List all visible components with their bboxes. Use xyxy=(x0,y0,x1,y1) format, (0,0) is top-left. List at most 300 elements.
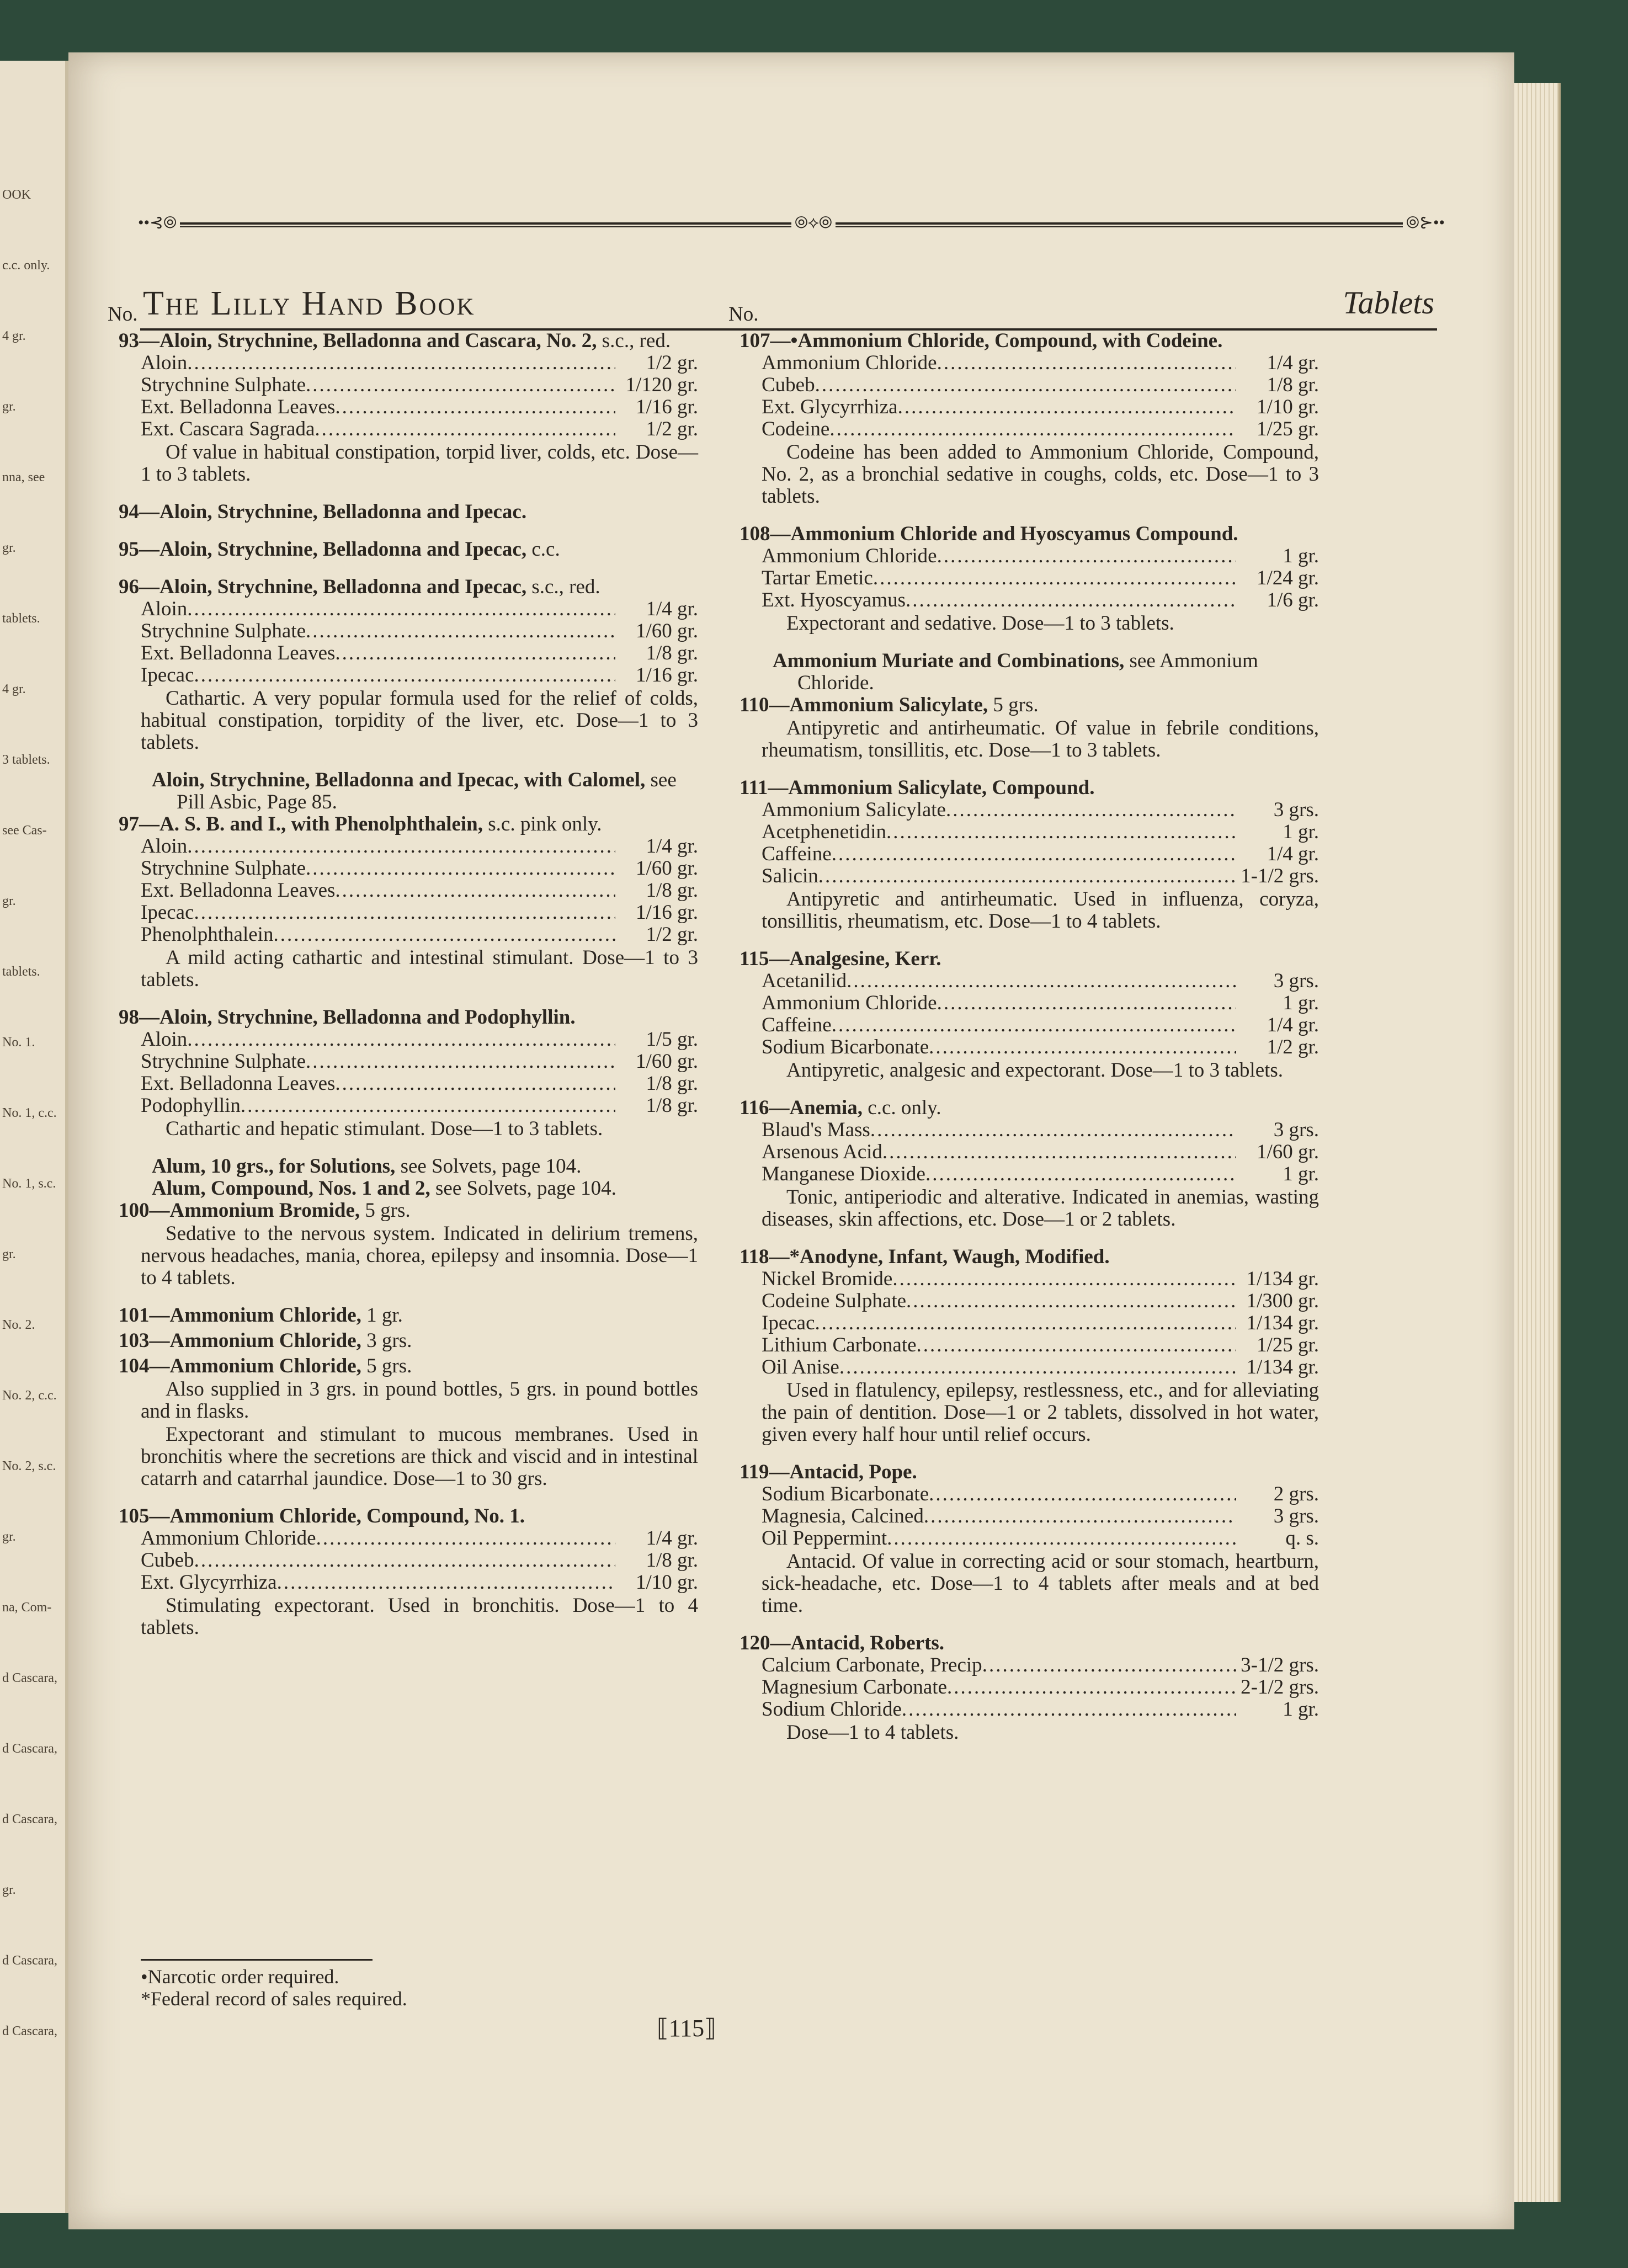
leader-dots xyxy=(829,418,1236,440)
ingredient-name: Codeine xyxy=(762,418,830,440)
ingredient-dose: 1/2 gr. xyxy=(1267,1036,1319,1058)
facing-page-fragment: d Cascara, xyxy=(2,2024,57,2038)
ingredient-name: Sodium Chloride xyxy=(762,1698,902,1721)
leader-dots xyxy=(832,843,1236,865)
ingredient-row xyxy=(108,1029,698,1051)
ingredient-dose: 1/120 gr. xyxy=(625,374,698,396)
ingredient-dose: 3 grs. xyxy=(1273,1505,1319,1527)
ingredient-dose: 3 grs. xyxy=(1273,798,1319,821)
page-edges xyxy=(1514,83,1561,2202)
ornament-left-icon: ••⊰⦾ xyxy=(135,215,180,231)
entry-note: 5 grs. xyxy=(993,694,1039,716)
cross-reference-target: see Solvets, page 104. xyxy=(435,1177,616,1200)
right-column xyxy=(728,304,1319,1759)
footnotes xyxy=(141,1966,407,2010)
leader-dots xyxy=(839,1356,1236,1378)
formula-entry xyxy=(108,330,698,486)
formula-entry xyxy=(728,777,1319,933)
ingredient-row xyxy=(728,1483,1319,1505)
facing-page-fragment: d Cascara, xyxy=(2,1812,57,1827)
ingredient-row xyxy=(728,1141,1319,1163)
entry-name: 118—*Anodyne, Infant, Waugh, Modified. xyxy=(739,1245,1110,1268)
ingredient-dose: 1/8 gr. xyxy=(646,1549,698,1572)
ingredient-row xyxy=(728,1312,1319,1334)
formula-entry xyxy=(108,1305,698,1327)
entry-title xyxy=(108,1355,698,1377)
ingredient-dose: 1/10 gr. xyxy=(635,1571,698,1594)
entry-title xyxy=(728,694,1319,716)
ingredient-dose: 1/24 gr. xyxy=(1256,567,1319,589)
ingredient-row xyxy=(728,1699,1319,1721)
ingredient-row xyxy=(728,1014,1319,1036)
ingredient-name: Aloin xyxy=(141,598,188,620)
ingredient-dose: 1/8 gr. xyxy=(646,642,698,664)
leader-dots xyxy=(937,545,1236,567)
leader-dots xyxy=(947,1676,1236,1699)
ingredient-name: Ext. Belladonna Leaves xyxy=(141,396,336,418)
facing-page-fragment: No. 1, s.c. xyxy=(2,1176,56,1191)
ingredient-dose: 1/16 gr. xyxy=(635,396,698,418)
ingredient-name: Ipecac xyxy=(141,664,194,686)
ingredient-name: Ext. Belladonna Leaves xyxy=(141,642,336,664)
facing-page-fragment: c.c. only. xyxy=(2,258,50,273)
facing-page-edge xyxy=(0,61,68,2213)
entry-name: 104—Ammonium Chloride, xyxy=(119,1355,361,1377)
formula-entry xyxy=(728,330,1319,508)
leader-dots xyxy=(194,1550,615,1572)
entry-name: 110—Ammonium Salicylate, xyxy=(739,694,988,716)
entry-title xyxy=(108,501,698,523)
entry-title xyxy=(728,1246,1319,1268)
ingredient-row xyxy=(108,924,698,946)
ingredient-dose: 1/2 gr. xyxy=(646,923,698,946)
leader-dots xyxy=(335,880,615,902)
ingredient-name: Blaud's Mass xyxy=(762,1119,870,1141)
cross-reference-term: Ammonium Muriate and Combinations, xyxy=(773,649,1125,672)
ingredient-row xyxy=(108,1572,698,1594)
ingredient-row xyxy=(728,1654,1319,1676)
ingredient-dose: 1/16 gr. xyxy=(635,664,698,686)
entry-note: 5 grs. xyxy=(365,1199,411,1222)
ingredient-dose: 1/134 gr. xyxy=(1246,1312,1319,1334)
facing-page-fragment: tablets. xyxy=(2,611,40,626)
ingredient-name: Caffeine xyxy=(762,843,832,865)
formula-entry xyxy=(108,501,698,523)
entry-description: Of value in habitual constipation, torpid liver, colds, etc. Dose—1 to 3 tablets. xyxy=(141,441,698,486)
ingredient-dose: 2 grs. xyxy=(1273,1483,1319,1505)
formula-entry xyxy=(108,1505,698,1639)
leader-dots xyxy=(815,1312,1236,1334)
entry-name: 120—Antacid, Roberts. xyxy=(739,1632,945,1654)
leader-dots xyxy=(929,1036,1236,1058)
entry-name: 93—Aloin, Strychnine, Belladonna and Cascara, No. 2, xyxy=(119,329,597,352)
entry-name: 98—Aloin, Strychnine, Belladonna and Podophyllin. xyxy=(119,1006,576,1029)
ingredient-row xyxy=(728,799,1319,821)
ingredient-dose: 1/8 gr. xyxy=(646,1094,698,1117)
formula-entry xyxy=(728,1461,1319,1617)
formula-entry xyxy=(728,694,1319,762)
ingredient-dose: 1/8 gr. xyxy=(646,879,698,902)
leader-dots xyxy=(925,1163,1236,1185)
entry-description: A mild acting cathartic and intestinal stimulant. Dose—1 to 3 tablets. xyxy=(141,946,698,991)
entry-title xyxy=(108,813,698,835)
ingredient-dose: 2-1/2 grs. xyxy=(1241,1676,1319,1699)
leader-dots xyxy=(194,902,615,924)
cross-reference-term: Alum, Compound, Nos. 1 and 2, xyxy=(152,1177,430,1200)
ingredient-name: Ext. Hyoscyamus xyxy=(762,589,906,611)
entry-note: 5 grs. xyxy=(366,1355,412,1377)
ingredient-name: Ext. Glycyrrhiza xyxy=(141,1571,277,1594)
leader-dots xyxy=(335,1073,615,1095)
leader-dots xyxy=(335,642,615,664)
ingredient-name: Ipecac xyxy=(141,901,194,924)
formula-entry xyxy=(728,948,1319,1082)
leader-dots xyxy=(818,865,1236,887)
formula-entry xyxy=(728,523,1319,635)
facing-page-fragment: No. 1, c.c. xyxy=(2,1106,57,1120)
ingredient-dose: 1 gr. xyxy=(1283,1163,1319,1185)
ingredient-dose: 1/10 gr. xyxy=(1256,396,1319,418)
entry-description: Cathartic. A very popular formula used for the relief of colds, habitual constipation, torpidity of the liver, etc. Dose—1 to 3 tablets. xyxy=(141,687,698,754)
leader-dots xyxy=(187,352,615,374)
leader-dots xyxy=(892,1268,1236,1290)
entry-name: 96—Aloin, Strychnine, Belladonna and Ipecac, xyxy=(119,576,527,598)
ingredient-name: Ipecac xyxy=(762,1312,815,1334)
ingredient-row xyxy=(108,664,698,686)
footnote-narcotic: •Narcotic order required. xyxy=(141,1966,339,1988)
ingredient-name: Ammonium Chloride xyxy=(762,352,937,374)
entry-description: Antacid. Of value in correcting acid or sour stomach, heartburn, sick-headache, etc. Dose—1 to 4 tablets after meals and at bed time. xyxy=(762,1550,1319,1617)
entry-title xyxy=(728,777,1319,799)
ingredient-name: Cubeb xyxy=(141,1549,194,1572)
entry-name: 94—Aloin, Strychnine, Belladonna and Ipecac. xyxy=(119,501,527,523)
ingredient-dose: 1/4 gr. xyxy=(646,835,698,858)
ingredient-dose: 1 gr. xyxy=(1283,821,1319,843)
ingredient-dose: 1/60 gr. xyxy=(635,1050,698,1073)
ingredient-name: Acetphenetidin xyxy=(762,821,887,843)
ingredient-dose: 1/2 gr. xyxy=(646,352,698,374)
cross-reference-term: Alum, 10 grs., for Solutions, xyxy=(152,1155,396,1178)
leader-dots xyxy=(917,1334,1236,1356)
ingredient-row xyxy=(728,567,1319,589)
left-entries xyxy=(108,330,698,1639)
ingredient-row xyxy=(728,589,1319,611)
ingredient-row xyxy=(728,1163,1319,1185)
entry-title xyxy=(108,1200,698,1222)
ingredient-row xyxy=(108,1095,698,1117)
ingredient-name: Caffeine xyxy=(762,1014,832,1036)
leader-dots xyxy=(906,589,1236,611)
ingredient-name: Nickel Bromide xyxy=(762,1268,893,1290)
entry-title xyxy=(108,1305,698,1327)
leader-dots xyxy=(306,620,615,642)
ingredient-name: Calcium Carbonate, Precip xyxy=(762,1654,982,1676)
leader-dots xyxy=(273,924,615,946)
formula-entry xyxy=(108,1330,698,1352)
ingredient-name: Ext. Glycyrrhiza xyxy=(762,396,898,418)
ingredient-name: Sodium Bicarbonate xyxy=(762,1036,929,1058)
leader-dots xyxy=(815,374,1236,396)
ingredient-dose: 1/6 gr. xyxy=(1267,589,1319,611)
leader-dots xyxy=(316,1527,615,1550)
ingredient-name: Magnesia, Calcined xyxy=(762,1505,924,1527)
formula-entry xyxy=(728,1246,1319,1446)
entry-note: c.c. xyxy=(531,538,560,561)
ingredient-name: Aloin xyxy=(141,835,188,858)
ingredient-name: Ammonium Chloride xyxy=(762,545,937,567)
entry-note: 1 gr. xyxy=(366,1304,403,1327)
facing-page-fragment: 3 tablets. xyxy=(2,753,50,767)
ingredient-name: Ammonium Chloride xyxy=(141,1527,316,1550)
leader-dots xyxy=(335,396,615,418)
entry-description: Antipyretic and antirheumatic. Used in influenza, coryza, tonsillitis, rheumatism, etc. Dose—1 to 4 tablets. xyxy=(762,888,1319,933)
ingredient-row xyxy=(728,1356,1319,1378)
leader-dots xyxy=(982,1654,1236,1676)
ingredient-dose: 1/2 gr. xyxy=(646,418,698,440)
facing-page-fragment: No. 2. xyxy=(2,1318,35,1332)
ingredient-row xyxy=(108,620,698,642)
entry-title xyxy=(108,539,698,561)
leader-dots xyxy=(847,970,1236,992)
ingredient-row xyxy=(108,352,698,374)
column-label: No. xyxy=(728,303,759,326)
ingredient-row xyxy=(108,1550,698,1572)
facing-page-fragment: see Cas- xyxy=(2,823,47,838)
ingredient-row xyxy=(108,396,698,418)
leader-dots xyxy=(906,1290,1236,1312)
ingredient-row xyxy=(108,598,698,620)
formula-entry xyxy=(108,1355,698,1490)
entry-description: Codeine has been added to Ammonium Chloride, Compound, No. 2, as a bronchial sedative in coughs, colds, etc. Dose—1 to 3 tablets. xyxy=(762,441,1319,508)
leader-dots xyxy=(306,858,615,880)
cross-reference xyxy=(108,1178,698,1200)
formula-entry xyxy=(728,1632,1319,1744)
entry-description: Also supplied in 3 grs. in pound bottles, 5 grs. in pound bottles and in flasks. xyxy=(141,1378,698,1423)
leader-dots xyxy=(873,567,1236,589)
ingredient-row xyxy=(728,1527,1319,1550)
ingredient-dose: 1/25 gr. xyxy=(1256,1334,1319,1356)
facing-page-fragment: 4 gr. xyxy=(2,329,26,343)
ingredient-row xyxy=(728,1334,1319,1356)
ingredient-name: Aloin xyxy=(141,352,188,374)
ingredient-name: Arsenous Acid xyxy=(762,1141,882,1163)
ingredient-row xyxy=(728,1268,1319,1290)
page-number: ⟦115⟧ xyxy=(657,2015,716,2042)
facing-page-fragment: tablets. xyxy=(2,965,40,979)
leader-dots xyxy=(886,821,1236,843)
ingredient-name: Sodium Bicarbonate xyxy=(762,1483,929,1505)
ingredient-name: Cubeb xyxy=(762,374,815,396)
running-head-section: Tablets xyxy=(1343,285,1434,321)
ingredient-dose: 1/60 gr. xyxy=(1256,1141,1319,1163)
formula-entry xyxy=(108,539,698,561)
cross-reference-term: Aloin, Strychnine, Belladonna and Ipecac, with Calomel, xyxy=(152,769,646,791)
entry-title xyxy=(108,330,698,352)
leader-dots xyxy=(187,1029,615,1051)
leader-dots xyxy=(832,1014,1236,1036)
facing-page-fragment: nna, see xyxy=(2,470,45,485)
ingredient-row xyxy=(108,858,698,880)
ingredient-name: Ext. Belladonna Leaves xyxy=(141,879,336,902)
ingredient-row xyxy=(108,1527,698,1550)
ingredient-name: Ammonium Salicylate xyxy=(762,798,946,821)
entry-name: 107—•Ammonium Chloride, Compound, with Codeine. xyxy=(739,329,1223,352)
leader-dots xyxy=(946,799,1236,821)
leader-dots xyxy=(187,598,615,620)
ingredient-dose: 1/60 gr. xyxy=(635,620,698,642)
right-entries xyxy=(728,330,1319,1744)
cross-reference-target: see Ammonium Chloride. xyxy=(797,649,1258,694)
ingredient-row xyxy=(728,1505,1319,1527)
entry-note: s.c., red. xyxy=(602,329,671,352)
ingredient-name: Acetanilid xyxy=(762,970,847,992)
formula-entry xyxy=(108,1200,698,1289)
ingredient-dose: 3 grs. xyxy=(1273,970,1319,992)
ingredient-dose: 1/134 gr. xyxy=(1246,1356,1319,1378)
ingredient-name: Strychnine Sulphate xyxy=(141,374,306,396)
ingredient-name: Aloin xyxy=(141,1028,188,1051)
leader-dots xyxy=(306,1051,615,1073)
ingredient-dose: 1/16 gr. xyxy=(635,901,698,924)
formula-entry xyxy=(108,1007,698,1140)
ingredient-row xyxy=(728,821,1319,843)
leader-dots xyxy=(882,1141,1236,1163)
ingredient-row xyxy=(728,1290,1319,1312)
entry-name: 97—A. S. B. and I., with Phenolphthalein, xyxy=(119,813,483,835)
ingredient-dose: 1/4 gr. xyxy=(646,1527,698,1550)
ingredient-name: Ammonium Chloride xyxy=(762,992,937,1014)
formula-entry xyxy=(728,1097,1319,1231)
entry-description: Stimulating expectorant. Used in bronchitis. Dose—1 to 4 tablets. xyxy=(141,1594,698,1639)
ingredient-dose: 1/4 gr. xyxy=(1267,1014,1319,1036)
ingredient-dose: 1/60 gr. xyxy=(635,857,698,880)
leader-dots xyxy=(277,1572,615,1594)
ingredient-row xyxy=(728,545,1319,567)
entry-name: 101—Ammonium Chloride, xyxy=(119,1304,361,1327)
leader-dots xyxy=(194,664,615,686)
ingredient-dose: 1/5 gr. xyxy=(646,1028,698,1051)
leader-dots xyxy=(887,1527,1236,1550)
leader-dots xyxy=(315,418,615,440)
ingredient-dose: 3 grs. xyxy=(1273,1119,1319,1141)
facing-page-fragment: gr. xyxy=(2,1247,16,1261)
ingredient-dose: 1/4 gr. xyxy=(1267,843,1319,865)
ingredient-name: Magnesium Carbonate xyxy=(762,1676,947,1699)
leader-dots xyxy=(898,396,1236,418)
formula-entry xyxy=(108,813,698,991)
leader-dots xyxy=(902,1699,1236,1721)
facing-page-fragment: d Cascara, xyxy=(2,1671,57,1685)
entry-note: s.c. pink only. xyxy=(488,813,602,835)
ingredient-name: Phenolphthalein xyxy=(141,923,274,946)
entry-title xyxy=(728,1461,1319,1483)
ingredient-name: Manganese Dioxide xyxy=(762,1163,925,1185)
facing-page-fragment: gr. xyxy=(2,1883,16,1897)
ingredient-row xyxy=(108,835,698,858)
ingredient-name: Codeine Sulphate xyxy=(762,1290,907,1312)
ingredient-row xyxy=(728,1119,1319,1141)
entry-name: 108—Ammonium Chloride and Hyoscyamus Compound. xyxy=(739,523,1238,545)
ingredient-dose: 1/300 gr. xyxy=(1246,1290,1319,1312)
entry-name: 116—Anemia, xyxy=(739,1096,863,1119)
ingredient-row xyxy=(728,396,1319,418)
ingredient-dose: 1/25 gr. xyxy=(1256,418,1319,440)
ingredient-row xyxy=(108,880,698,902)
entry-title xyxy=(728,1097,1319,1119)
entry-description: Expectorant and stimulant to mucous membranes. Used in bronchitis where the secretions are thick and viscid and in intestinal catarrh and catarrhal jaundice. Dose—1 to 30 grs. xyxy=(141,1423,698,1490)
ingredient-row xyxy=(728,352,1319,374)
ingredient-row xyxy=(728,1036,1319,1058)
ingredient-dose: q. s. xyxy=(1285,1527,1319,1550)
ingredient-dose: 1/4 gr. xyxy=(646,598,698,620)
entry-title xyxy=(108,1007,698,1029)
facing-page-fragment: No. 2, s.c. xyxy=(2,1459,56,1473)
facing-page-fragment: gr. xyxy=(2,894,16,908)
column-label: No. xyxy=(108,303,138,326)
entry-description: Used in flatulency, epilepsy, restlessness, etc., and for alleviating the pain of dentition. Dose—1 or 2 tablets, dissolved in hot water, given every half hour until relief occurs. xyxy=(762,1379,1319,1446)
ingredient-name: Salicin xyxy=(762,865,818,887)
cross-reference xyxy=(728,650,1319,694)
ornamental-rule xyxy=(135,214,1448,232)
leader-dots xyxy=(306,374,615,396)
entry-title xyxy=(728,523,1319,545)
entry-note: s.c., red. xyxy=(531,576,600,598)
ingredient-name: Tartar Emetic xyxy=(762,567,873,589)
ingredient-row xyxy=(728,843,1319,865)
facing-page-fragment: No. 1. xyxy=(2,1035,35,1050)
ingredient-dose: 3-1/2 grs. xyxy=(1241,1654,1319,1676)
ingredient-row xyxy=(728,1676,1319,1699)
footnote-rule xyxy=(141,1959,373,1961)
entry-note: 3 grs. xyxy=(366,1329,412,1352)
ingredient-row xyxy=(108,642,698,664)
ingredient-row xyxy=(728,374,1319,396)
cross-reference-target: see Pill Asbic, Page 85. xyxy=(177,769,677,813)
entry-name: 119—Antacid, Pope. xyxy=(739,1461,917,1483)
facing-page-fragment: No. 2, c.c. xyxy=(2,1388,57,1403)
facing-page-fragment: na, Com- xyxy=(2,1600,52,1615)
facing-page-fragment: d Cascara, xyxy=(2,1742,57,1756)
facing-page-fragment: 4 gr. xyxy=(2,682,26,696)
entry-description: Antipyretic, analgesic and expectorant. Dose—1 to 3 tablets. xyxy=(786,1059,1284,1082)
ingredient-row xyxy=(728,992,1319,1014)
ingredient-row xyxy=(108,374,698,396)
footnote-federal: *Federal record of sales required. xyxy=(141,1988,407,2010)
entry-description: Tonic, antiperiodic and alterative. Indicated in anemias, wasting diseases, skin affections, etc. Dose—1 or 2 tablets. xyxy=(762,1186,1319,1231)
leader-dots xyxy=(929,1483,1236,1505)
entry-description: Antipyretic and antirheumatic. Of value in febrile conditions, rheumatism, tonsillitis, etc. Dose—1 to 3 tablets. xyxy=(762,717,1319,762)
entry-name: 103—Ammonium Chloride, xyxy=(119,1329,361,1352)
facing-page-fragment: gr. xyxy=(2,400,16,414)
entry-title xyxy=(728,1632,1319,1654)
ingredient-row xyxy=(108,418,698,440)
entry-description: Expectorant and sedative. Dose—1 to 3 tablets. xyxy=(786,612,1174,635)
ingredient-dose: 1 gr. xyxy=(1283,1698,1319,1721)
facing-page-fragment: d Cascara, xyxy=(2,1953,57,1968)
facing-page-fragment: gr. xyxy=(2,541,16,555)
running-head-title: The Lilly Hand Book xyxy=(143,285,476,322)
entry-description: Dose—1 to 4 tablets. xyxy=(786,1721,959,1744)
left-column xyxy=(108,304,698,1654)
ingredient-name: Strychnine Sulphate xyxy=(141,857,306,880)
ingredient-dose: 1/8 gr. xyxy=(646,1072,698,1095)
formula-entry xyxy=(108,576,698,754)
ingredient-row xyxy=(108,1073,698,1095)
ingredient-name: Podophyllin xyxy=(141,1094,241,1117)
ingredient-dose: 1 gr. xyxy=(1283,992,1319,1014)
ingredient-dose: 1-1/2 grs. xyxy=(1241,865,1319,887)
entry-title xyxy=(108,576,698,598)
